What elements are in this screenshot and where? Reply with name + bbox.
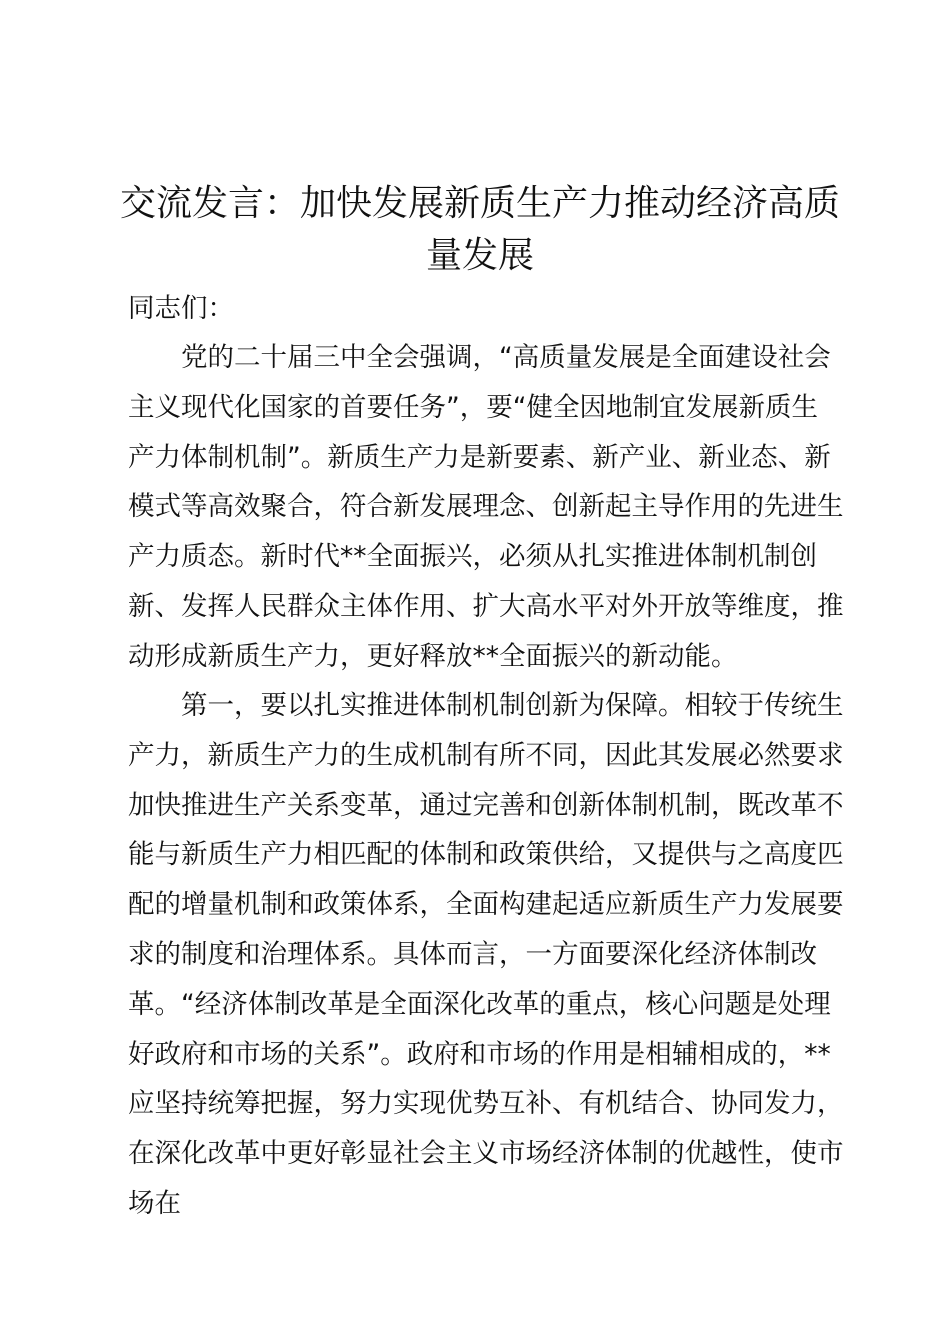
salutation: 同志们： <box>128 293 234 324</box>
document-title: 交流发言：加快发展新质生产力推动经济高质量发展 <box>120 183 841 276</box>
paragraph-intro: 党的二十届三中全会强调，“高质量发展是全面建设社会主义现代化国家的首要任务”，要“健全因地制宜发展新质生产力体制机制”。新质生产力是新要素、新产业、新业态、新模式等高效聚合，符合新发展理念、创新起主导作用的先进生产力质态。新时代**全面振兴，必须从扎实推进体制机制创新、发挥人民群众主体作用、扩大高水平对外开放等维度，推动形成新质生产力，更好释放**全面振兴的新动能。 <box>128 342 844 672</box>
paragraph-first-point: 第一，要以扎实推进体制机制创新为保障。相较于传统生产力，新质生产力的生成机制有所不同，因此其发展必然要求加快推进生产关系变革，通过完善和创新体制机制，既改革不能与新质生产力相匹配的体制和政策供给，又提供与之高度匹配的增量机制和政策体系，全面构建起适应新质生产力发展要求的制度和治理体系。具体而言，一方面要深化经济体制改革。“经济体制改革是全面深化改革的重点，核心问题是处理好政府和市场的关系”。政府和市场的作用是相辅相成的，**应坚持统筹把握，努力实现优势互补、有机结合、协同发力，在深化改革中更好彰显社会主义市场经济体制的优越性，使市场在 <box>128 690 844 1219</box>
